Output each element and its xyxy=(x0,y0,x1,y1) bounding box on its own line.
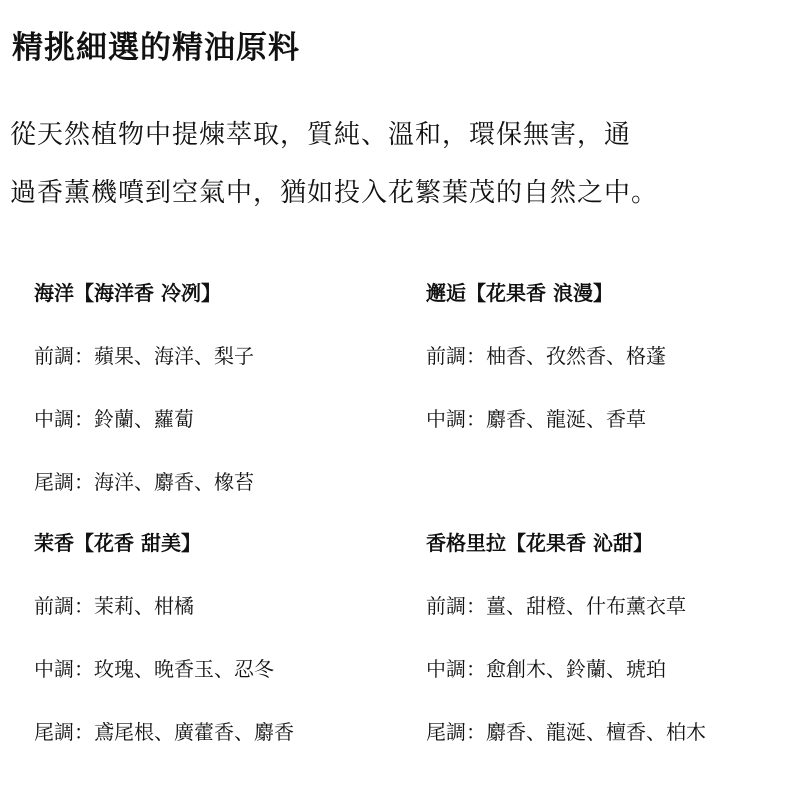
page-title: 精挑細選的精油原料 xyxy=(12,30,300,66)
scent-block-jasmine xyxy=(34,528,404,747)
scent-block-encounter xyxy=(426,278,796,434)
scent-heading: 香格里拉【花果香 沁甜】 xyxy=(426,531,653,555)
intro-line-1: 從天然植物中提煉萃取，質純、溫和，環保無害，通 xyxy=(10,120,632,150)
top-notes: 前調：蘋果、海洋、梨子 xyxy=(34,344,254,368)
base-notes: 尾調：麝香、龍涎、檀香、柏木 xyxy=(426,720,706,744)
middle-notes: 中調：愈創木、鈴蘭、琥珀 xyxy=(426,657,666,681)
middle-notes: 中調：玫瑰、晚香玉、忍冬 xyxy=(34,657,274,681)
base-notes: 尾調：海洋、麝香、橡苔 xyxy=(34,470,254,494)
scent-heading: 邂逅【花果香 浪漫】 xyxy=(426,281,613,305)
scent-heading: 茉香【花香 甜美】 xyxy=(34,531,201,555)
scent-heading: 海洋【海洋香 冷冽】 xyxy=(34,281,221,305)
intro-line-2: 過香薰機噴到空氣中，猶如投入花繁葉茂的自然之中。 xyxy=(10,178,659,208)
middle-notes: 中調：鈴蘭、蘿蔔 xyxy=(34,407,194,431)
base-notes: 尾調：鳶尾根、廣藿香、麝香 xyxy=(34,720,294,744)
scent-block-ocean xyxy=(34,278,404,497)
top-notes: 前調：茉莉、柑橘 xyxy=(34,594,194,618)
top-notes: 前調：薑、甜橙、什布薰衣草 xyxy=(426,594,686,618)
scent-block-shangrila xyxy=(426,528,796,747)
top-notes: 前調：柚香、孜然香、格蓬 xyxy=(426,344,666,368)
middle-notes: 中調：麝香、龍涎、香草 xyxy=(426,407,646,431)
